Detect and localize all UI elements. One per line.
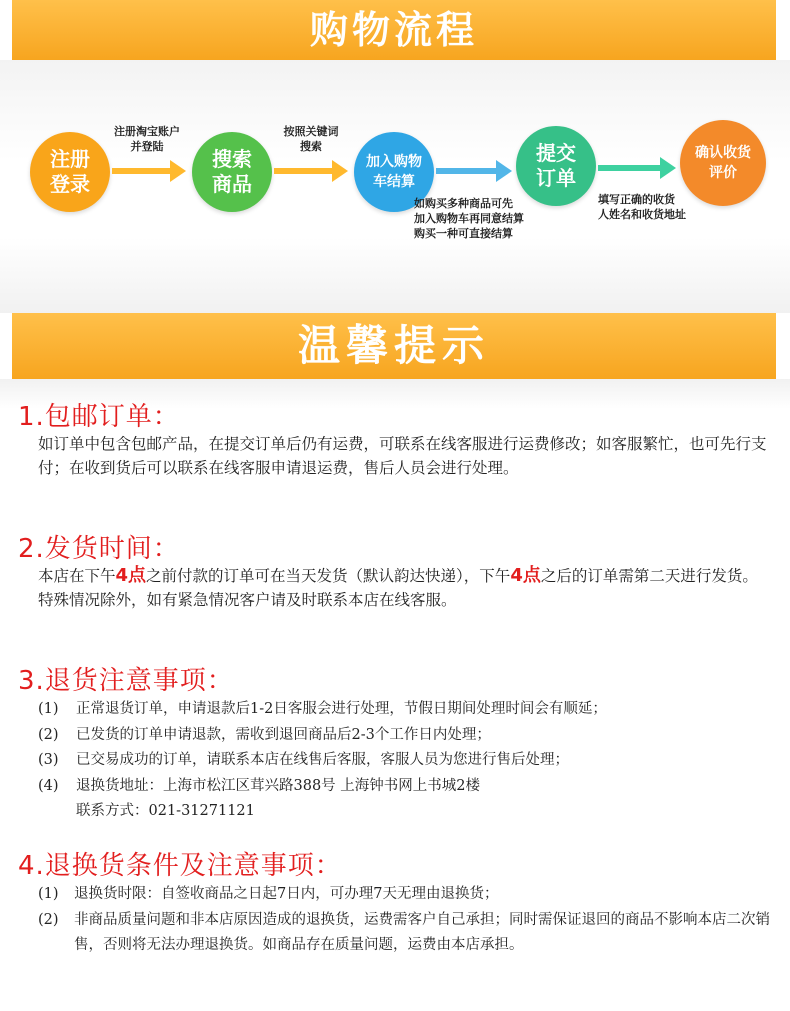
exchange-conditions-list <box>38 882 778 959</box>
section-title-return-notes: 3.退货注意事项： <box>18 666 234 696</box>
section-title-exchange-conditions: 4.退换货条件及注意事项： <box>18 851 342 881</box>
step-label: 提交 订单 <box>536 141 576 190</box>
section-title-shipping-time: 2.发货时间： <box>18 534 180 564</box>
list-item <box>38 723 778 749</box>
text-part: 本店在下午 <box>38 567 116 585</box>
item-number: (1) <box>38 886 59 902</box>
item-text: 非商品质量问题和非本店原因造成的退换货，运费需客户自己承担；同时需保证退回的商品不影响本店二次销售，否则将无法办理退换货。如商品存在质量问题，运费由本店承担。 <box>74 911 770 953</box>
item-number-spacer <box>38 799 76 825</box>
list-item <box>38 774 778 800</box>
note-register: 注册淘宝账户 并登陆 <box>114 125 180 153</box>
shopping-process-banner: 购物流程 <box>12 0 776 60</box>
text-part: 之后的订单需第二天进行发货。特殊情况除外，如有紧急情况客户请及时联系本店在线客服。 <box>38 567 758 609</box>
note-cart: 如购买多种商品可先 加入购物车再同意结算 购买一种可直接结算 <box>414 197 524 240</box>
list-item <box>38 748 778 774</box>
list-item <box>38 882 778 908</box>
time-highlight: 4点 <box>510 565 541 586</box>
step-label: 注册 登录 <box>50 147 90 196</box>
section-title-free-shipping: 1.包邮订单： <box>18 402 180 432</box>
list-item <box>38 697 778 723</box>
list-item <box>38 908 778 959</box>
text-part: 之前付款的订单可在当天发货（默认韵达快递），下午 <box>146 567 511 585</box>
item-text: 已交易成功的订单，请联系本店在线售后客服，客服人员为您进行售后处理； <box>76 752 569 768</box>
tips-banner: 温馨提示 <box>12 313 776 379</box>
arrow-right-icon <box>112 168 172 174</box>
step-label: 搜索 商品 <box>212 147 252 196</box>
item-text: 已发货的订单申请退款，需收到退回商品后2-3个工作日内处理； <box>76 726 491 743</box>
step-label: 确认收货 评价 <box>695 145 751 181</box>
step-search-circle <box>192 132 272 212</box>
step-register-circle <box>30 132 110 212</box>
item-text: 退换货时限：自签收商品之日起7日内，可办理7天无理由退换货； <box>74 886 499 902</box>
arrow-right-icon <box>436 168 498 174</box>
step-label: 加入购物 车结算 <box>366 154 422 190</box>
note-search: 按照关键词 搜索 <box>283 125 339 153</box>
note-submit: 填写正确的收货 人姓名和收货地址 <box>598 193 686 221</box>
section-text-free-shipping: 如订单中包含包邮产品，在提交订单后仍有运费，可联系在线客服进行运费修改；如客服繁忙，也可先行支付；在收到货后可以联系在线客服申请退运费，售后人员会进行处理。 <box>38 435 767 477</box>
list-item <box>38 799 778 825</box>
arrow-right-icon <box>598 165 662 171</box>
arrow-right-icon <box>274 168 334 174</box>
item-number: (4) <box>38 777 59 794</box>
item-number: (2) <box>38 911 59 928</box>
item-number: (2) <box>38 726 59 743</box>
time-highlight: 4点 <box>115 565 147 586</box>
item-number: (1) <box>38 701 59 717</box>
step-submit-circle <box>516 126 596 206</box>
item-number: (3) <box>38 752 59 768</box>
item-text: 正常退货订单，申请退款后1-2日客服会进行处理，节假日期间处理时间会有顺延； <box>76 701 607 717</box>
contact-info: 联系方式：021-31271121 <box>76 803 255 819</box>
return-notes-list <box>38 697 778 825</box>
item-text: 退换货地址：上海市松江区茸兴路388号 上海钟书网上书城2楼 <box>76 777 481 794</box>
section-text-shipping-time <box>38 564 773 612</box>
